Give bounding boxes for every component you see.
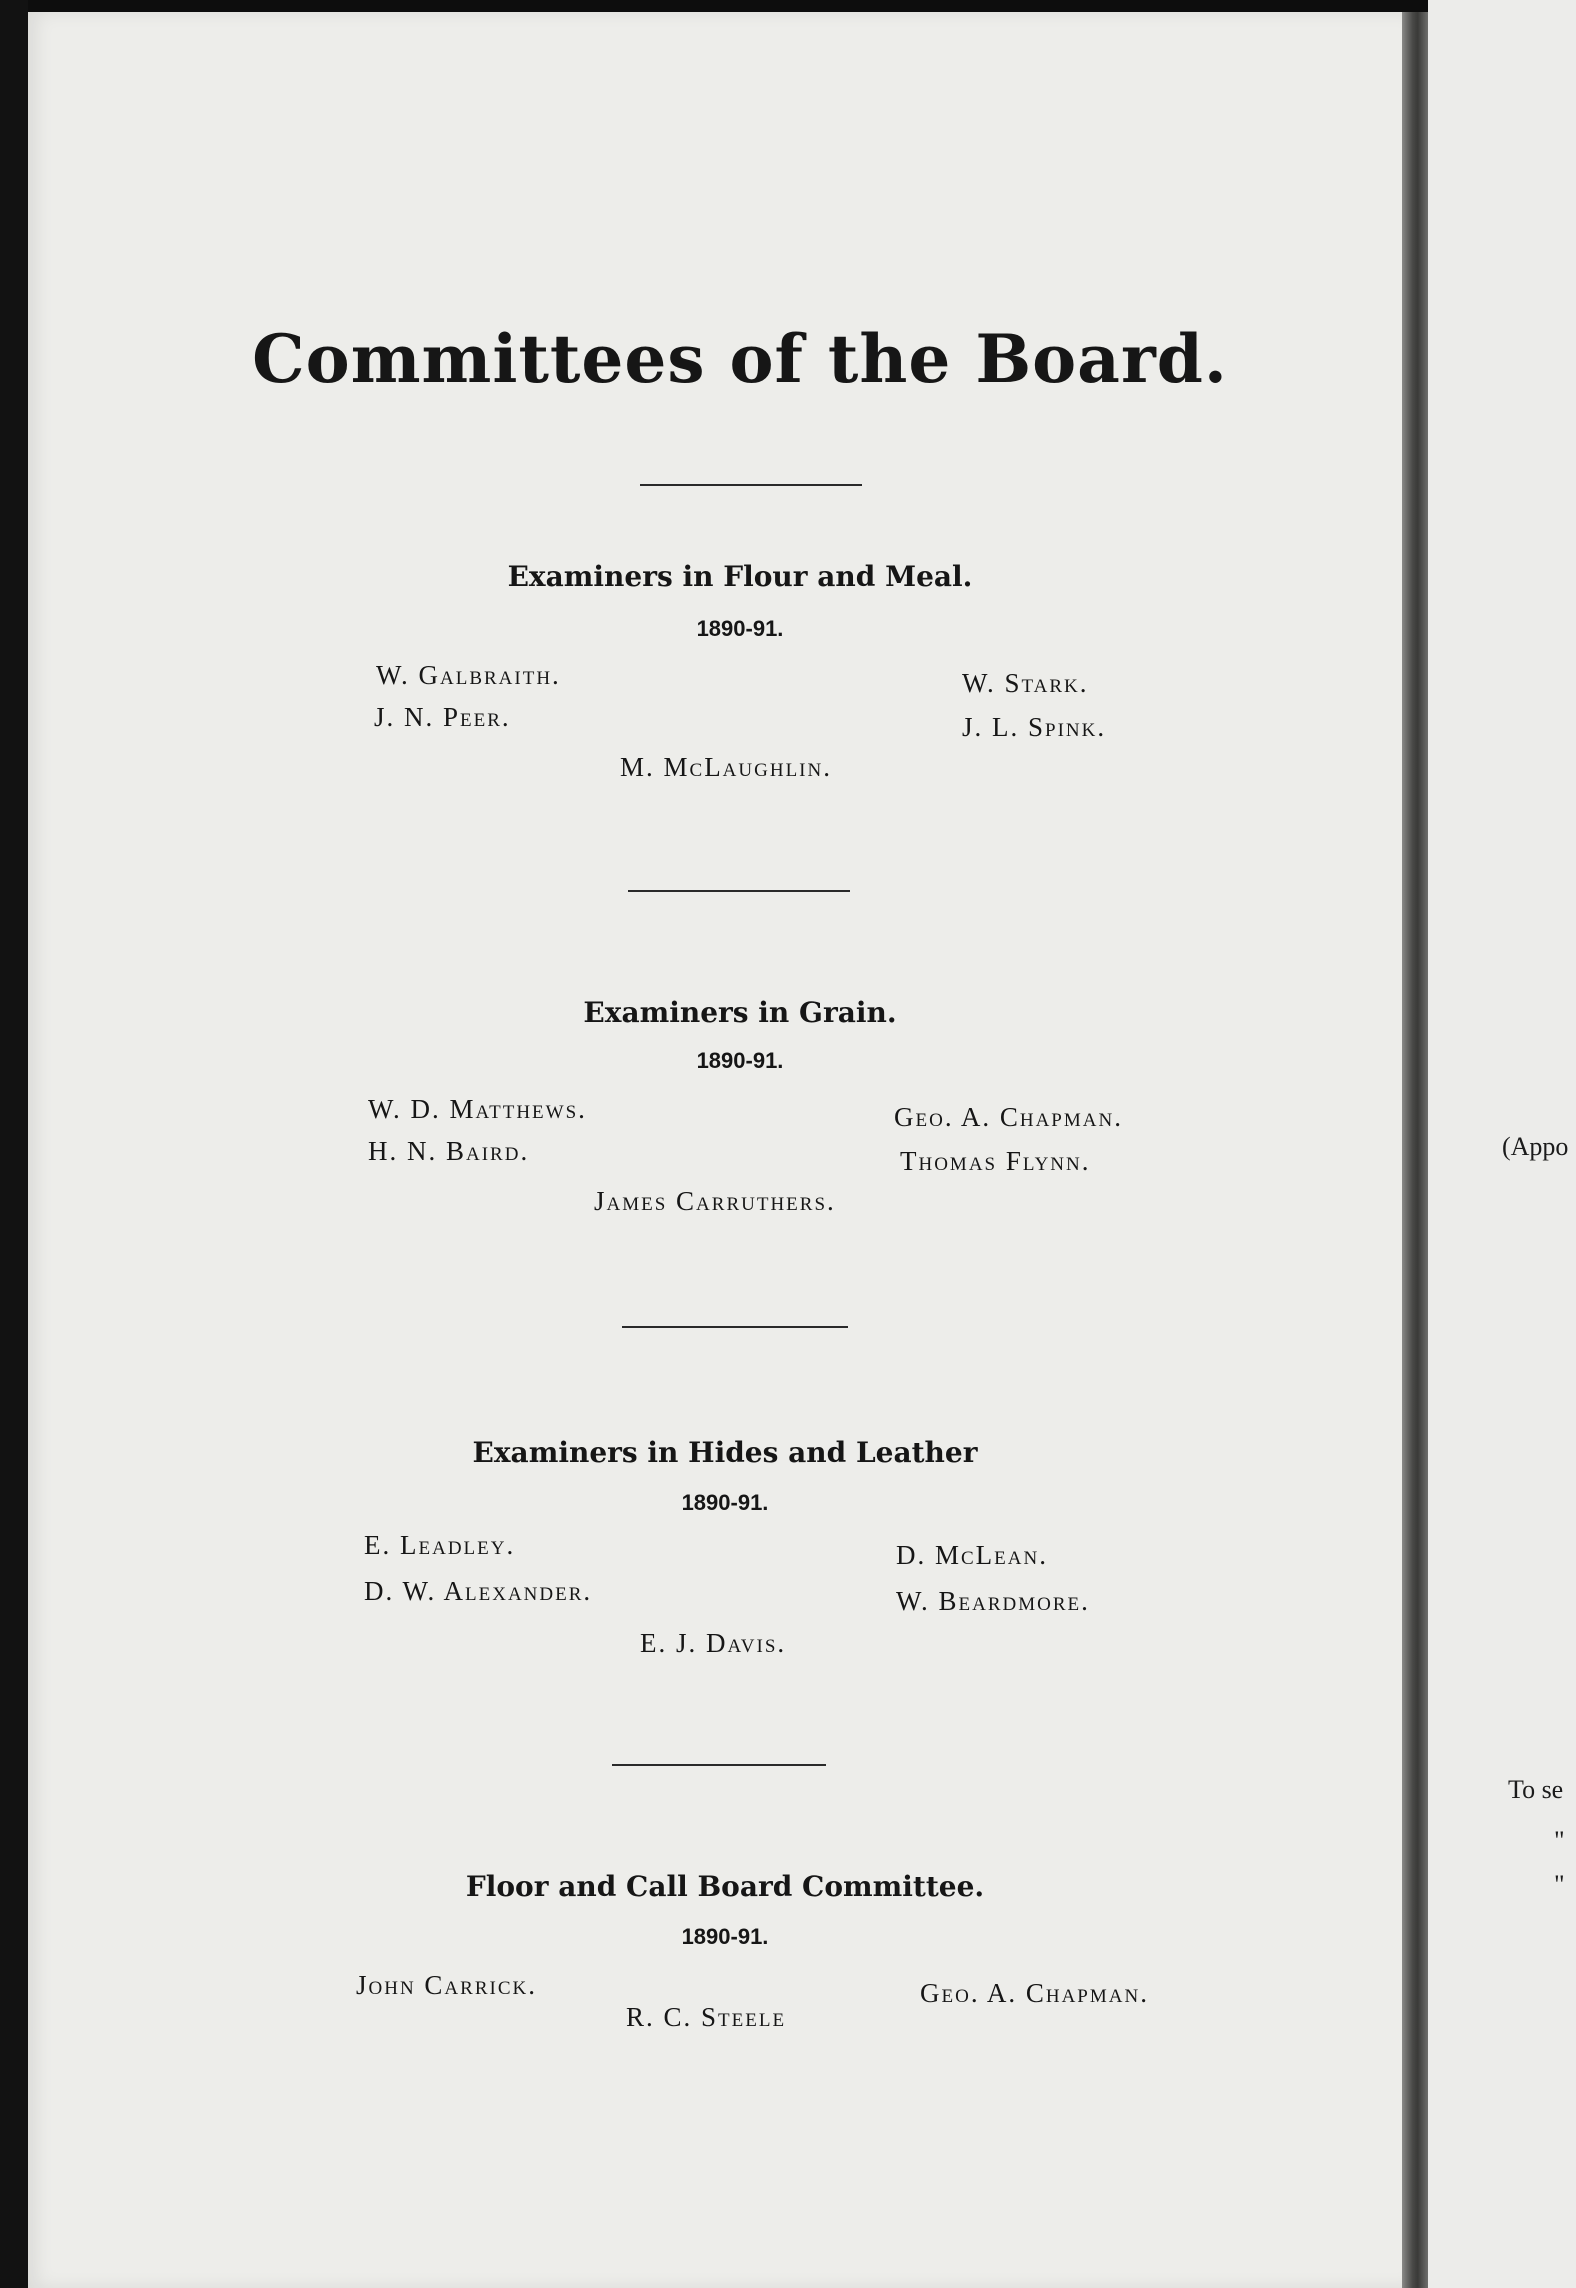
member-name: E. J. Davis. <box>640 1628 787 1658</box>
committee-heading: Examiners in Flour and Meal. <box>507 560 973 593</box>
member-name: R. C. Steele <box>626 2002 787 2032</box>
committee-year: 1890-91. <box>681 1924 769 1949</box>
divider <box>622 1326 848 1328</box>
adjacent-page-fragment: To se <box>1508 1775 1564 1804</box>
committee-heading: Floor and Call Board Committee. <box>465 1870 985 1903</box>
member-name: D. McLean. <box>896 1540 1048 1570</box>
committee-year: 1890-91. <box>696 1048 784 1073</box>
committee-heading: Examiners in Grain. <box>583 996 897 1029</box>
adjacent-page-fragment: (Appo <box>1502 1132 1569 1161</box>
adjacent-page-fragment: " <box>1554 1870 1565 1899</box>
page-title: Committees of the Board. <box>252 320 1228 398</box>
committee-year: 1890-91. <box>681 1490 769 1515</box>
member-name: Geo. A. Chapman. <box>920 1978 1149 2008</box>
member-name: W. Beardmore. <box>896 1586 1090 1616</box>
member-name: Thomas Flynn. <box>900 1146 1091 1176</box>
member-name: James Carruthers. <box>594 1186 836 1216</box>
member-name: H. N. Baird. <box>368 1136 530 1166</box>
committee-year: 1890-91. <box>696 616 784 641</box>
adjacent-page-fragment: " <box>1554 1826 1565 1855</box>
member-name: W. Galbraith. <box>376 660 561 690</box>
member-name: J. L. Spink. <box>962 712 1107 742</box>
member-name: M. McLaughlin. <box>620 752 832 782</box>
member-name: John Carrick. <box>356 1970 537 2000</box>
committee-heading: Examiners in Hides and Leather <box>472 1436 978 1469</box>
member-name: W. D. Matthews. <box>368 1094 587 1124</box>
member-name: W. Stark. <box>962 668 1089 698</box>
member-name: J. N. Peer. <box>374 702 511 732</box>
divider <box>612 1764 826 1766</box>
divider <box>640 484 862 486</box>
member-name: E. Leadley. <box>364 1530 516 1560</box>
divider <box>628 890 850 892</box>
member-name: D. W. Alexander. <box>364 1576 593 1606</box>
member-name: Geo. A. Chapman. <box>894 1102 1123 1132</box>
